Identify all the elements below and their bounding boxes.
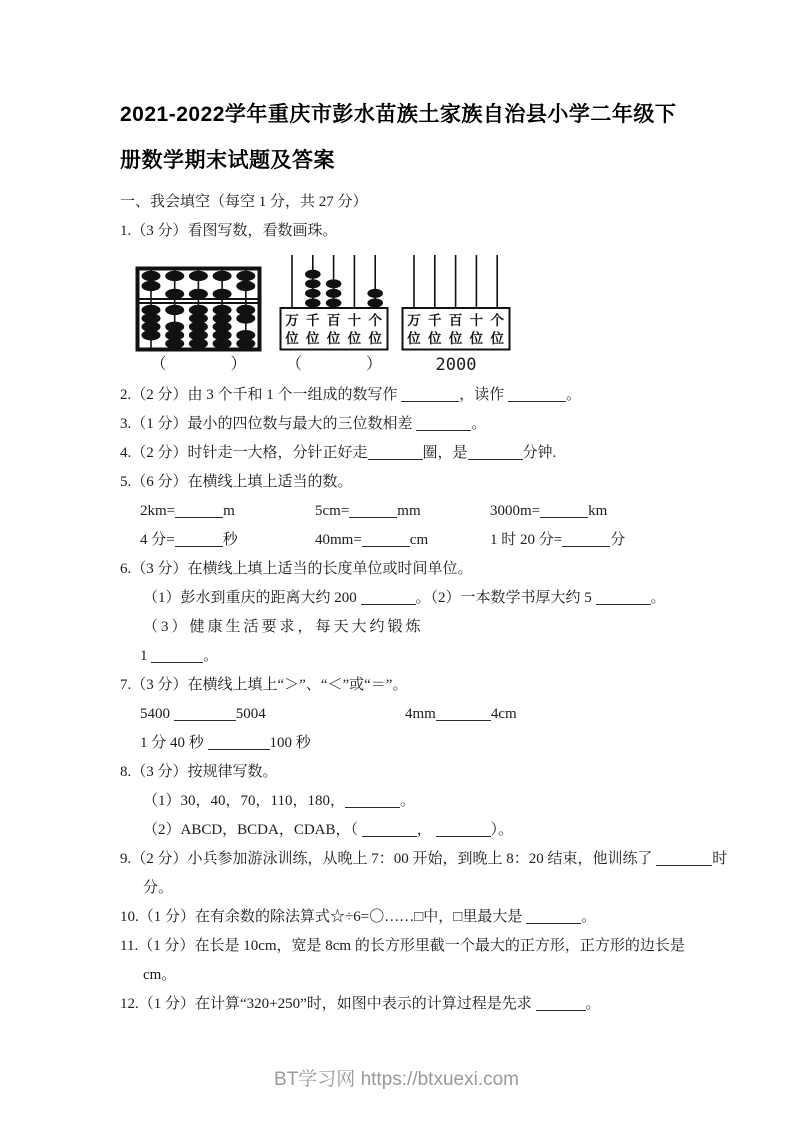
text-run: 4.（2 分）时针走一大格，分针正好走 [120, 445, 368, 461]
answer-blank [208, 734, 270, 750]
answer-blank [362, 531, 410, 547]
compare-item [140, 704, 405, 724]
unit-conversion-item [490, 501, 607, 521]
answer-blank [174, 705, 236, 721]
svg-text:百: 百 [448, 313, 463, 328]
compare-item [405, 704, 517, 724]
suanpan-abacus-figure [135, 266, 262, 375]
answer-blank [175, 531, 223, 547]
unit-conversion-item [315, 501, 490, 521]
svg-text:位: 位 [428, 331, 442, 346]
answer-blank [416, 415, 471, 431]
question-7-row-2 [140, 733, 683, 753]
question-5-row-1 [140, 501, 683, 521]
svg-text:十: 十 [469, 313, 484, 328]
question-8-part-1 [143, 791, 683, 811]
question-6-part-3-blank [140, 646, 683, 666]
answer-blank [536, 995, 586, 1011]
title-line-2: 册数学期末试题及答案 [120, 149, 335, 172]
answer-blank [468, 444, 523, 460]
text-run: 。 [203, 648, 219, 664]
text-run: 4 分= [140, 532, 175, 548]
text-run: ， [416, 822, 436, 838]
counter-number-caption: 2000 [435, 355, 477, 375]
text-run: 。（2）一本数学书厚大约 5 [415, 590, 596, 606]
question-11-line-1: 11.（1 分）在长是 10cm，宽是 8cm 的长方形里截一个最大的正方形，正方形的边长是 [120, 938, 685, 954]
paren-open: （ [150, 356, 167, 373]
answer-blank [368, 444, 423, 460]
answer-blank [151, 647, 203, 663]
title-line-1: 2021-2022学年重庆市彭水苗族土家族自治县小学二年级下 [120, 103, 677, 126]
suanpan-abacus-image [135, 266, 262, 352]
text-run: 1 分 40 秒 [140, 735, 208, 751]
text-run: 4cm [490, 706, 517, 722]
question-6-part-1-2 [143, 588, 683, 608]
question-9-line-2: 分。 [143, 880, 174, 896]
question-6-label: 6.（3 分）在横线上填上适当的长度单位或时间单位。 [120, 561, 473, 577]
question-3 [120, 414, 683, 434]
paren-close: ） [230, 356, 247, 373]
svg-text:位: 位 [448, 331, 463, 346]
answer-blank [596, 589, 651, 605]
svg-text:位: 位 [368, 331, 382, 346]
text-run: 。 [585, 996, 601, 1012]
svg-text:千: 千 [306, 313, 320, 328]
svg-text:十: 十 [347, 313, 362, 328]
text-run: 。 [650, 590, 666, 606]
answer-blank [508, 386, 566, 402]
text-run: ，读作 [459, 387, 509, 403]
text-run: 1 [140, 648, 152, 664]
unit-conversion-item [315, 530, 490, 550]
text-run: 3.（1 分）最小的四位数与最大的三位数相差 [120, 416, 417, 432]
question-2 [120, 385, 683, 405]
text-run: 分 [610, 532, 626, 548]
text-run: 。 [471, 416, 487, 432]
answer-blank [362, 821, 417, 837]
text-run: （2）ABCD，BCDA，CDAB，（ [143, 822, 362, 838]
text-run: 40mm= [315, 532, 362, 548]
answer-blank [562, 531, 610, 547]
text-run: （1）彭水到重庆的距离大约 200 [143, 590, 361, 606]
text-run: 5004 [235, 706, 266, 722]
text-run: 。 [581, 909, 597, 925]
counter-answer-parens [286, 355, 382, 375]
answer-blank [436, 821, 491, 837]
text-run: （1）30，40，70，110，180， [143, 793, 345, 809]
answer-blank [175, 502, 223, 518]
svg-text:位: 位 [285, 331, 299, 346]
text-run: cm [409, 532, 429, 548]
place-value-counter-empty-image [400, 250, 512, 352]
text-run: 2km= [140, 503, 176, 519]
text-run: 分钟. [522, 445, 557, 461]
svg-text:位: 位 [326, 331, 341, 346]
text-run: 秒 [222, 532, 238, 548]
unit-conversion-item [140, 530, 315, 550]
text-run: 3000m= [490, 503, 541, 519]
text-run: m [223, 503, 235, 519]
answer-blank [436, 705, 491, 721]
question-1-label: 1.（3 分）看图写数，看数画珠。 [120, 223, 338, 239]
answer-blank [401, 386, 459, 402]
svg-text:位: 位 [490, 331, 504, 346]
svg-text:个: 个 [490, 313, 504, 328]
text-run: 圈，是 [422, 445, 468, 461]
question-4 [120, 443, 683, 463]
place-value-counter-empty-figure [400, 250, 512, 375]
text-run: 10.（1 分）在有余数的除法算式☆÷6=〇……□中，□里最大是 [120, 909, 527, 925]
answer-blank [361, 589, 416, 605]
place-value-counter-figure [278, 250, 390, 375]
text-run: 2.（2 分）由 3 个千和 1 个一组成的数写作 [120, 387, 402, 403]
question-10 [120, 907, 683, 927]
question-11-line-2: cm。 [143, 967, 177, 983]
text-run: 4mm [405, 706, 436, 722]
svg-text:万: 万 [407, 313, 421, 328]
watermark-footer: BT学习网 https://btxuexi.com [274, 1069, 519, 1090]
abacus-answer-parens [151, 355, 247, 375]
answer-blank [656, 850, 712, 866]
question-6-part-3: （3）健康生活要求，每天大约锻炼 [143, 619, 424, 635]
text-run: 1 时 20 分= [490, 532, 563, 548]
answer-blank [345, 792, 400, 808]
svg-text:万: 万 [285, 313, 299, 328]
text-run: 。 [566, 387, 582, 403]
text-run: 5cm= [315, 503, 350, 519]
unit-conversion-item [140, 501, 315, 521]
question-5-row-2 [140, 530, 683, 550]
svg-text:个: 个 [368, 313, 382, 328]
svg-text:千: 千 [428, 313, 442, 328]
question-9-line-1 [120, 849, 728, 869]
answer-blank [349, 502, 397, 518]
page-title [120, 92, 683, 184]
text-run: 12.（1 分）在计算“320+250”时，如图中表示的计算过程是先求 [120, 996, 536, 1012]
text-run: mm [397, 503, 421, 519]
section-1-header: 一、我会填空（每空 1 分，共 27 分） [120, 194, 368, 210]
place-value-counter-image [278, 250, 390, 352]
svg-text:百: 百 [326, 313, 341, 328]
question-8-label: 8.（3 分）按规律写数。 [120, 764, 278, 780]
svg-text:位: 位 [469, 331, 484, 346]
text-run: 。 [399, 793, 415, 809]
text-run: 100 秒 [269, 735, 311, 751]
question-1-figures [120, 250, 683, 375]
svg-text:位: 位 [347, 331, 362, 346]
text-run: 时 [712, 851, 728, 867]
text-run: ）。 [490, 822, 514, 838]
unit-conversion-item [490, 530, 625, 550]
question-12 [120, 994, 683, 1014]
paren-close: ） [365, 356, 382, 373]
text-run: km [588, 503, 608, 519]
answer-blank [526, 908, 581, 924]
answer-blank [540, 502, 588, 518]
text-run: 9.（2 分）小兵参加游泳训练，从晚上 7：00 开始，到晚上 8：20 结束，他训练了 [120, 851, 657, 867]
text-run: 5400 [140, 706, 174, 722]
question-7-label: 7.（3 分）在横线上填上“＞”、“＜”或“＝”。 [120, 677, 408, 693]
svg-text:位: 位 [407, 331, 421, 346]
question-8-part-2 [143, 820, 683, 840]
svg-text:位: 位 [306, 331, 320, 346]
question-7-row-1 [140, 704, 683, 724]
paren-open: （ [286, 356, 303, 373]
question-5-label: 5.（6 分）在横线上填上适当的数。 [120, 474, 353, 490]
